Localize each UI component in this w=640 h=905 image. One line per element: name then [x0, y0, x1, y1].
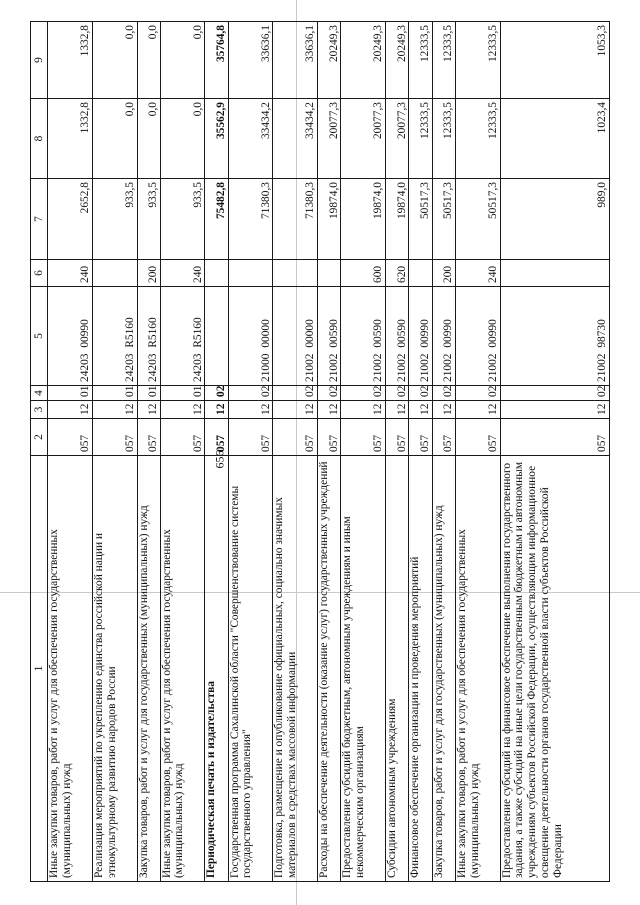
- cell-expense-type: [273, 260, 318, 287]
- cell-name: Государственная программа Сахалинской области "Совершенствование системы государственного управления": [228, 456, 273, 882]
- cell-expense-type: [205, 260, 228, 287]
- cell-amount-3: 12333,5: [455, 22, 500, 99]
- table-row: [341, 22, 386, 882]
- table-header-row: [31, 22, 48, 882]
- budget-table: [30, 21, 610, 882]
- cell-name: Реализация мероприятий по укреплению единства российской нации и этнокультурному развитию народов России: [92, 456, 137, 882]
- cell-amount-2: 0,0: [160, 99, 205, 179]
- cell-amount-3: 35764,8: [205, 22, 228, 99]
- cell-grbs: 057: [455, 419, 500, 456]
- col-header: 5: [31, 287, 48, 386]
- cell-amount-1: 933,5: [92, 179, 137, 260]
- cell-amount-1: 50517,3: [455, 179, 500, 260]
- cell-grbs: 057: [386, 419, 409, 456]
- cell-expense-type: [500, 260, 609, 287]
- cell-target: [205, 287, 228, 386]
- cell-target: 21002 00990: [432, 287, 455, 386]
- cell-subsection: 02: [273, 386, 318, 401]
- table-row: [273, 22, 318, 882]
- col-header: 3: [31, 401, 48, 419]
- cell-amount-3: 1332,8: [48, 22, 93, 99]
- cell-target: 21002 00590: [341, 287, 386, 386]
- col-header: 8: [31, 99, 48, 179]
- cell-expense-type: 620: [386, 260, 409, 287]
- cell-name: Финансовое обеспечение организации и проведения мероприятий: [409, 456, 432, 882]
- cell-amount-2: 12333,5: [432, 99, 455, 179]
- cell-expense-type: [228, 260, 273, 287]
- cell-amount-1: 75482,8: [205, 179, 228, 260]
- cell-section: 12: [48, 401, 93, 419]
- cell-expense-type: [409, 260, 432, 287]
- col-header: 9: [31, 22, 48, 99]
- cell-target: 24203 R5160: [137, 287, 160, 386]
- cell-section: 12: [409, 401, 432, 419]
- cell-amount-1: 19874,0: [386, 179, 409, 260]
- cell-amount-1: 71380,3: [273, 179, 318, 260]
- cell-amount-2: 20077,3: [386, 99, 409, 179]
- col-header: 7: [31, 179, 48, 260]
- table-row: [318, 22, 341, 882]
- cell-amount-1: 933,5: [160, 179, 205, 260]
- cell-amount-3: 20249,3: [386, 22, 409, 99]
- cell-expense-type: [318, 260, 341, 287]
- cell-amount-1: 19874,0: [318, 179, 341, 260]
- cell-subsection: 02: [455, 386, 500, 401]
- table-row: [409, 22, 432, 882]
- cell-section: 12: [160, 401, 205, 419]
- cell-name: Расходы на обеспечение деятельности (оказание услуг) государственных учреждений: [318, 456, 341, 882]
- cell-amount-1: 933,5: [137, 179, 160, 260]
- cell-amount-2: 1332,8: [48, 99, 93, 179]
- cell-target: 21002 00590: [318, 287, 341, 386]
- cell-expense-type: 600: [341, 260, 386, 287]
- cell-amount-1: 50517,3: [409, 179, 432, 260]
- cell-grbs: 057: [160, 419, 205, 456]
- cell-target: 24203 00990: [48, 287, 93, 386]
- cell-name: Периодическая печать и издательства: [205, 456, 228, 882]
- table-row: [92, 22, 137, 882]
- cell-target: 21002 00000: [273, 287, 318, 386]
- cell-grbs: 057: [432, 419, 455, 456]
- cell-amount-3: 0,0: [92, 22, 137, 99]
- cell-expense-type: 200: [137, 260, 160, 287]
- cell-amount-3: 0,0: [160, 22, 205, 99]
- cell-amount-2: 12333,5: [455, 99, 500, 179]
- table-row: [205, 22, 228, 882]
- cell-section: 12: [205, 401, 228, 419]
- cell-target: 21002 00990: [455, 287, 500, 386]
- cell-section: 12: [273, 401, 318, 419]
- cell-amount-2: 20077,3: [318, 99, 341, 179]
- cell-amount-3: 20249,3: [341, 22, 386, 99]
- table-row: [500, 22, 609, 882]
- cell-target: 21002 98730: [500, 287, 609, 386]
- cell-name: Закупка товаров, работ и услуг для государственных (муниципальных) нужд: [137, 456, 160, 882]
- cell-grbs: 057: [409, 419, 432, 456]
- cell-subsection: 01: [92, 386, 137, 401]
- cell-amount-3: 0,0: [137, 22, 160, 99]
- cell-name: Подготовка, размещение и опубликование официальных, социально значимых материалов в средствах массовой информации: [273, 456, 318, 882]
- cell-section: 12: [455, 401, 500, 419]
- cell-section: 12: [432, 401, 455, 419]
- table-row: [228, 22, 273, 882]
- col-header: 1: [31, 456, 48, 882]
- cell-subsection: 01: [48, 386, 93, 401]
- cell-section: 12: [341, 401, 386, 419]
- table-row: [386, 22, 409, 882]
- table-row: [48, 22, 93, 882]
- cell-amount-1: 50517,3: [432, 179, 455, 260]
- cell-section: 12: [92, 401, 137, 419]
- cell-expense-type: 240: [160, 260, 205, 287]
- cell-subsection: 02: [386, 386, 409, 401]
- cell-amount-3: 12333,5: [409, 22, 432, 99]
- table-row: [432, 22, 455, 882]
- cell-grbs: 057: [137, 419, 160, 456]
- cell-grbs: 057: [92, 419, 137, 456]
- cell-amount-3: 1053,3: [500, 22, 609, 99]
- cell-target: 24203 R5160: [92, 287, 137, 386]
- budget-table-rotated: [30, 22, 610, 882]
- cell-grbs: 057: [500, 419, 609, 456]
- cell-amount-2: 20077,3: [341, 99, 386, 179]
- cell-target: 21000 00000: [228, 287, 273, 386]
- cell-subsection: 01: [137, 386, 160, 401]
- cell-expense-type: 240: [455, 260, 500, 287]
- cell-expense-type: 240: [48, 260, 93, 287]
- cell-section: 12: [137, 401, 160, 419]
- cell-grbs: 057: [341, 419, 386, 456]
- cell-grbs: 057: [205, 419, 228, 456]
- cell-amount-3: 33636,1: [228, 22, 273, 99]
- cell-name: Иные закупки товаров, работ и услуг для обеспечения государственных (муниципальных) нужд: [48, 456, 93, 882]
- page-number: 656: [212, 450, 227, 469]
- table-row: [455, 22, 500, 882]
- cell-subsection: 01: [160, 386, 205, 401]
- cell-expense-type: 200: [432, 260, 455, 287]
- table-row: [137, 22, 160, 882]
- cell-subsection: 02: [500, 386, 609, 401]
- cell-target: 21002 00990: [409, 287, 432, 386]
- cell-amount-2: 0,0: [137, 99, 160, 179]
- col-header: 6: [31, 260, 48, 287]
- cell-subsection: 02: [205, 386, 228, 401]
- cell-name: Предоставление субсидий бюджетным, автономным учреждениям и иным некоммерческим организациям: [341, 456, 386, 882]
- cell-target: 24203 R5160: [160, 287, 205, 386]
- cell-subsection: 02: [341, 386, 386, 401]
- cell-grbs: 057: [273, 419, 318, 456]
- cell-name: Закупка товаров, работ и услуг для государственных (муниципальных) нужд: [432, 456, 455, 882]
- cell-section: 12: [228, 401, 273, 419]
- cell-expense-type: [92, 260, 137, 287]
- cell-subsection: 02: [409, 386, 432, 401]
- cell-amount-3: 20249,3: [318, 22, 341, 99]
- cell-name: Иные закупки товаров, работ и услуг для обеспечения государственных (муниципальных) нужд: [455, 456, 500, 882]
- cell-target: 21002 00590: [386, 287, 409, 386]
- cell-amount-2: 33434,2: [228, 99, 273, 179]
- cell-grbs: 057: [48, 419, 93, 456]
- cell-subsection: 02: [432, 386, 455, 401]
- cell-name: Предоставление субсидий на финансовое обеспечение выполнения государственного задания, а также субсидий на иные цели государственным бюджетным и автономным учреждениям субъектов Российской Федерации, осуществляющим информационное освещение деятельности органов государственной власти субъектов Российской Федерации: [500, 456, 609, 882]
- cell-amount-1: 989,0: [500, 179, 609, 260]
- cell-grbs: 057: [228, 419, 273, 456]
- cell-name: Субсидии автономным учреждениям: [386, 456, 409, 882]
- col-header: 4: [31, 386, 48, 401]
- cell-amount-2: 0,0: [92, 99, 137, 179]
- cell-subsection: 02: [318, 386, 341, 401]
- cell-section: 12: [500, 401, 609, 419]
- cell-amount-3: 33636,1: [273, 22, 318, 99]
- cell-section: 12: [386, 401, 409, 419]
- cell-amount-2: 35562,9: [205, 99, 228, 179]
- cell-amount-1: 71380,3: [228, 179, 273, 260]
- cell-amount-2: 12333,5: [409, 99, 432, 179]
- cell-amount-1: 19874,0: [341, 179, 386, 260]
- cell-grbs: 057: [318, 419, 341, 456]
- cell-subsection: 02: [228, 386, 273, 401]
- cell-amount-2: 33434,2: [273, 99, 318, 179]
- cell-amount-1: 2652,8: [48, 179, 93, 260]
- cell-section: 12: [318, 401, 341, 419]
- table-row: [160, 22, 205, 882]
- col-header: 2: [31, 419, 48, 456]
- cell-amount-2: 1023,4: [500, 99, 609, 179]
- cell-name: Иные закупки товаров, работ и услуг для обеспечения государственных (муниципальных) нужд: [160, 456, 205, 882]
- cell-amount-3: 12333,5: [432, 22, 455, 99]
